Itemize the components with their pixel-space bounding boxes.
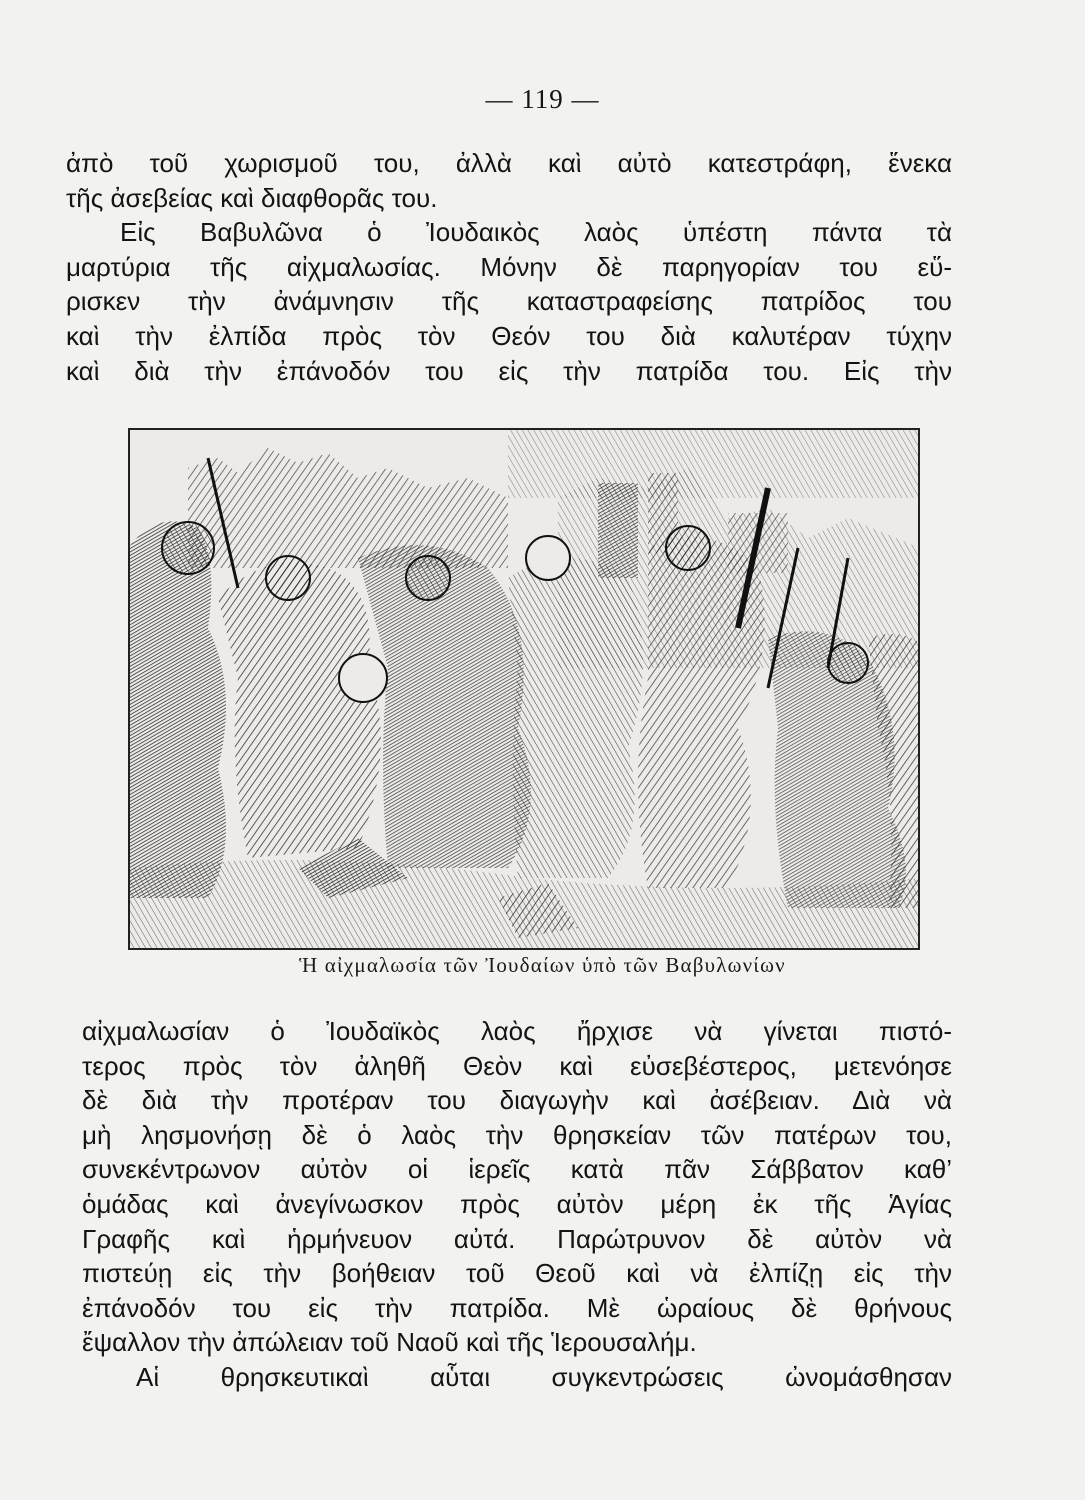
text-line: ὁμάδας καὶ ἀνεγίνωσκον πρὸς αὐτὸν μέρη ἐκ τῆς Ἁγίας [82, 1188, 952, 1219]
paragraph-bottom [82, 1014, 952, 1395]
text-line: τερος πρὸς τὸν ἀληθῆ Θεὸν καὶ εὐσεβέστερος, μετενόησε [82, 1050, 952, 1081]
paragraph-top [66, 146, 952, 388]
text-line: δὲ διὰ τὴν προτέραν του διαγωγὴν καὶ ἀσέβειαν. Διὰ νὰ [82, 1085, 952, 1116]
text-line: πιστεύῃ εἰς τὴν βοήθειαν τοῦ Θεοῦ καὶ νὰ ἐλπίζῃ εἰς τὴν [82, 1258, 952, 1289]
text-line: καὶ τὴν ἐλπίδα πρὸς τὸν Θεόν του διὰ καλυτέραν τύχην [66, 320, 952, 351]
figure-caption: Ἡ αἰχμαλωσία τῶν Ἰουδαίων ὑπὸ τῶν Βαβυλωνίων [299, 953, 786, 977]
text-line: τῆς ἀσεβείας καὶ διαφθορᾶς του. [66, 182, 438, 213]
text-line: Γραφῆς καὶ ἡρμήνευον αὐτά. Παρώτρυνον δὲ αὐτὸν νὰ [82, 1223, 952, 1254]
engraving-illustration [128, 428, 920, 950]
text-line: μαρτύρια τῆς αἰχμαλωσίας. Μόνην δὲ παρηγορίαν του εὕ- [66, 251, 952, 282]
text-line: αἰχμαλωσίαν ὁ Ἰουδαϊκὸς λαὸς ἤρχισε νὰ γίνεται πιστό- [82, 1016, 952, 1046]
text-line: μὴ λησμονήσῃ δὲ ὁ λαὸς τὴν θρησκείαν τῶν πατέρων του, [82, 1119, 952, 1150]
text-line: Αἱ θρησκευτικαὶ αὗται συγκεντρώσεις ὠνομάσθησαν [136, 1361, 952, 1392]
text-line: καὶ διὰ τὴν ἐπάνοδόν του εἰς τὴν πατρίδα του. Εἰς τὴν [66, 355, 952, 386]
page-number: — 119 — [485, 84, 600, 114]
text-line: ἔψαλλον τὴν ἀπώλειαν τοῦ Ναοῦ καὶ τῆς Ἱερουσαλήμ. [82, 1327, 697, 1358]
text-line: ἐπάνοδόν του εἰς τὴν πατρίδα. Μὲ ὡραίους δὲ θρήνους [82, 1292, 952, 1323]
text-line: ἀπὸ τοῦ χωρισμοῦ του, ἀλλὰ καὶ αὐτὸ κατεστράφη, ἕνεκα [66, 148, 952, 178]
text-line: ρισκεν τὴν ἀνάμνησιν τῆς καταστραφείσης πατρίδος του [66, 286, 952, 317]
text-line: Εἰς Βαβυλῶνα ὁ Ἰουδαικὸς λαὸς ὑπέστη πάντα τὰ [120, 217, 952, 248]
text-line: συνεκέντρωνον αὐτὸν οἱ ἱερεῖς κατὰ πᾶν Σάββατον καθ’ [82, 1154, 952, 1185]
